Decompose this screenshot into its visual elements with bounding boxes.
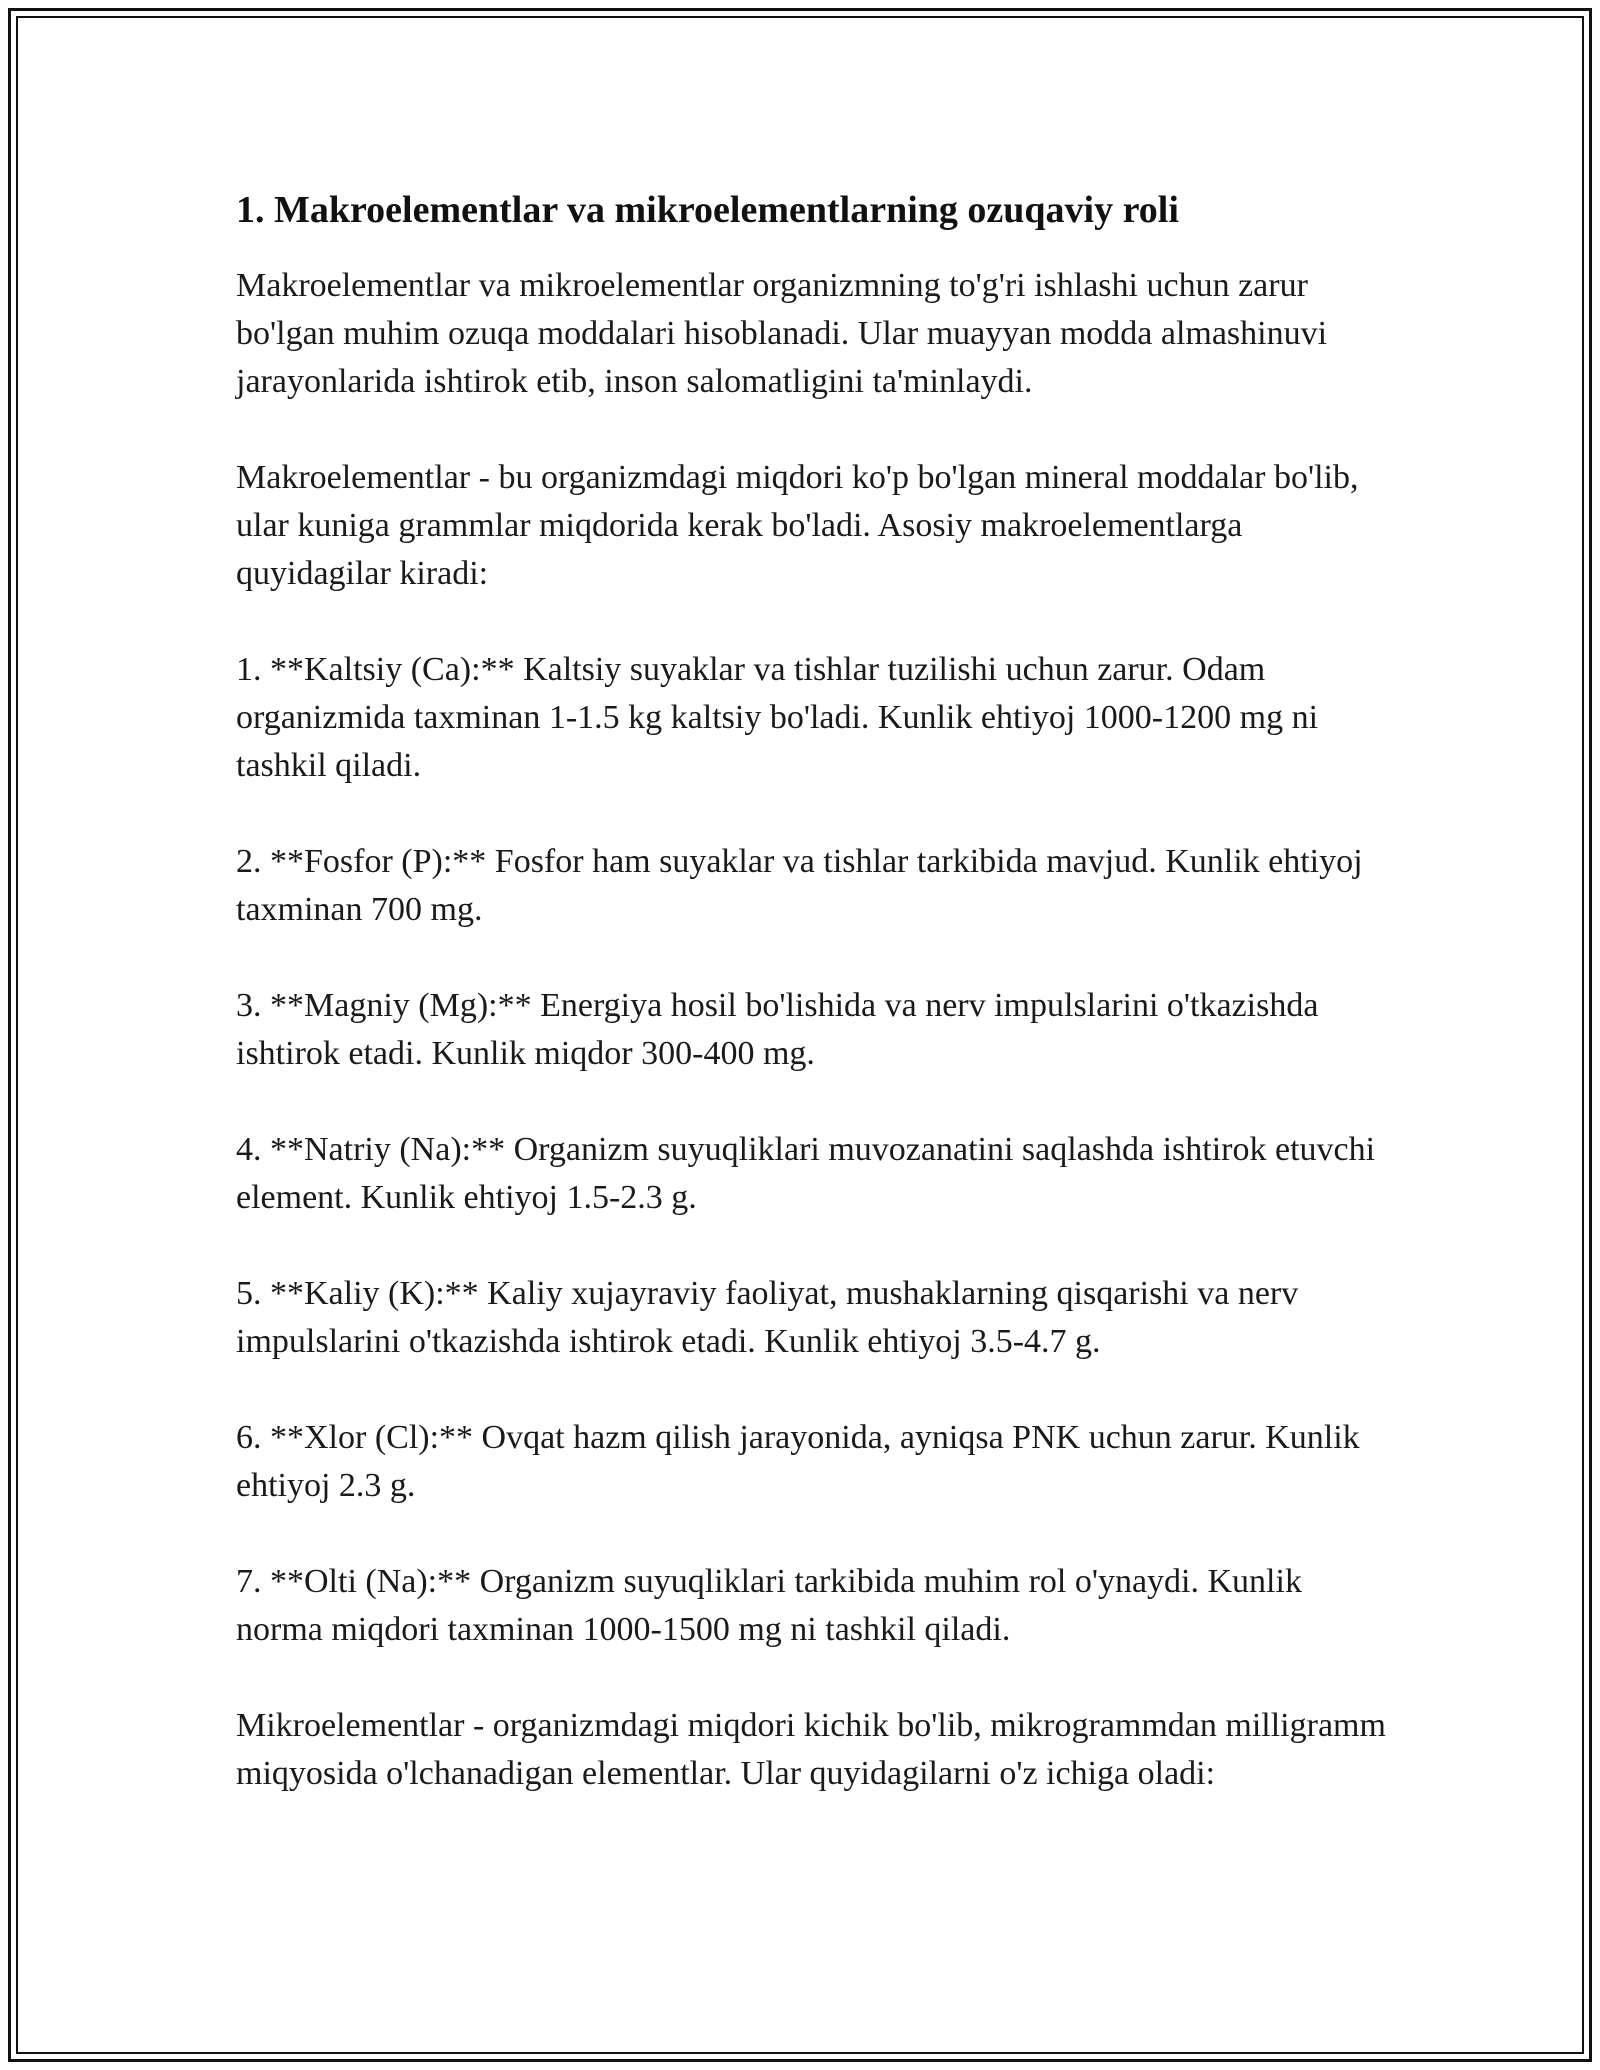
list-item-olti: 7. **Olti (Na):** Organizm suyuqliklari tarkibida muhim rol o'ynaydi. Kunlik norma miqdori taxminan 1000-1500 mg ni tashkil qiladi. (236, 1563, 1302, 1648)
document-body (236, 186, 1386, 1846)
paragraph-macroelements: Makroelementlar - bu organizmdagi miqdori ko'p bo'lgan mineral moddalar bo'lib, ular kuniga grammlar miqdorida kerak bo'ladi. Asosiy makroelementlarga quyidagilar kiradi: (236, 459, 1359, 592)
list-item-potassium: 5. **Kaliy (K):** Kaliy xujayraviy faoliyat, mushaklarning qisqarishi va nerv impulslarini o'tkazishda ishtirok etadi. Kunlik ehtiyoj 3.5-4.7 g. (236, 1275, 1299, 1360)
paragraph-microelements: Mikroelementlar - organizmdagi miqdori kichik bo'lib, mikrogrammdan milligramm miqyosida o'lchanadigan elementlar. Ular quyidagilarni o'z ichiga oladi: (236, 1707, 1386, 1792)
list-item-phosphorus: 2. **Fosfor (P):** Fosfor ham suyaklar va tishlar tarkibida mavjud. Kunlik ehtiyoj taxminan 700 mg. (236, 843, 1363, 928)
list-item-sodium: 4. **Natriy (Na):** Organizm suyuqliklari muvozanatini saqlashda ishtirok etuvchi element. Kunlik ehtiyoj 1.5-2.3 g. (236, 1131, 1376, 1216)
list-item-magnesium: 3. **Magniy (Mg):** Energiya hosil bo'lishida va nerv impulslarini o'tkazishda ishtirok etadi. Kunlik miqdor 300-400 mg. (236, 987, 1319, 1072)
paragraph-intro: Makroelementlar va mikroelementlar organizmning to'g'ri ishlashi uchun zarur bo'lgan muhim ozuqa moddalari hisoblanadi. Ular muayyan modda almashinuvi jarayonlarida ishtirok etib, inson salomatligini ta'minlaydi. (236, 267, 1328, 400)
section-heading: 1. Makroelementlar va mikroelementlarning ozuqaviy roli (236, 189, 1179, 231)
list-item-calcium: 1. **Kaltsiy (Ca):** Kaltsiy suyaklar va tishlar tuzilishi uchun zarur. Odam organizmida taxminan 1-1.5 kg kaltsiy bo'ladi. Kunlik ehtiyoj 1000-1200 mg ni tashkil qiladi. (236, 651, 1319, 784)
list-item-chlorine: 6. **Xlor (Cl):** Ovqat hazm qilish jarayonida, ayniqsa PNK uchun zarur. Kunlik ehtiyoj 2.3 g. (236, 1419, 1360, 1504)
